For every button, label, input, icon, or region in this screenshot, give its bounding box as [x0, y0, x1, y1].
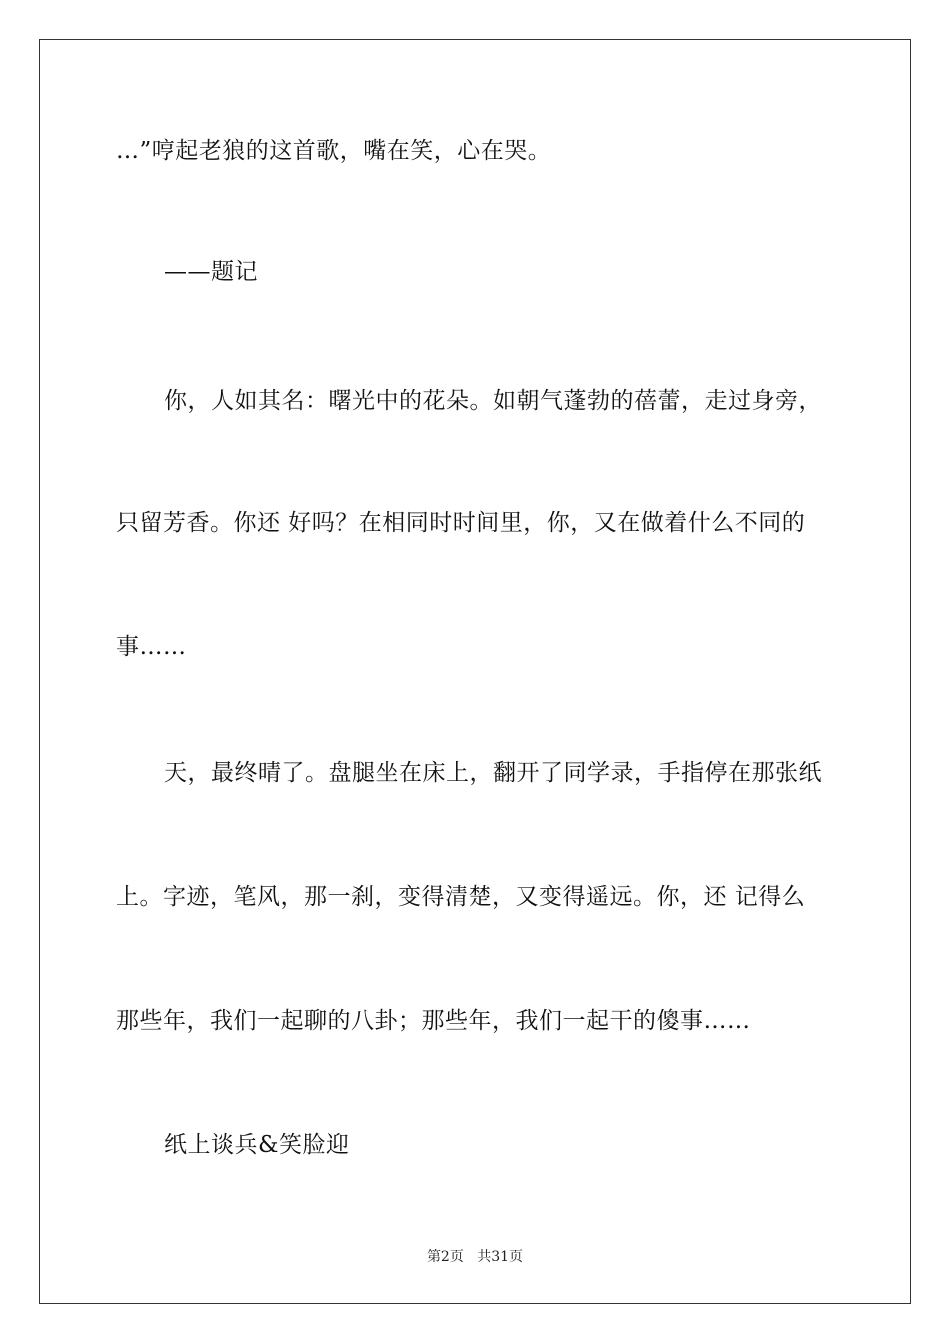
text-line-8: 那些年，我们一起聊的八卦；那些年，我们一起干的傻事……	[116, 1008, 751, 1034]
text-line-3: 你，人如其名：曙光中的花朵。如朝气蓬勃的蓓蕾，走过身旁，	[164, 388, 822, 414]
text-line-9: 纸上谈兵&笑脸迎	[164, 1132, 350, 1158]
page-number: 第2页	[426, 1249, 464, 1265]
text-line-inscription: ——题记	[164, 259, 258, 285]
page-footer	[0, 1248, 950, 1266]
text-line-6: 天，最终晴了。盘腿坐在床上，翻开了同学录，手指停在那张纸	[164, 760, 822, 786]
text-line-4: 只留芳香。你还 好吗？在相同时时间里，你，又在做着什么不同的	[116, 510, 806, 536]
page-total: 共31页	[477, 1249, 524, 1265]
text-line-7: 上。字迹，笔风，那一刹，变得清楚，又变得遥远。你，还 记得么	[116, 884, 806, 910]
text-line-5: 事……	[116, 634, 187, 660]
page-border	[39, 39, 911, 1304]
text-line-1: …”哼起老狼的这首歌，嘴在笑，心在哭。	[116, 138, 552, 164]
